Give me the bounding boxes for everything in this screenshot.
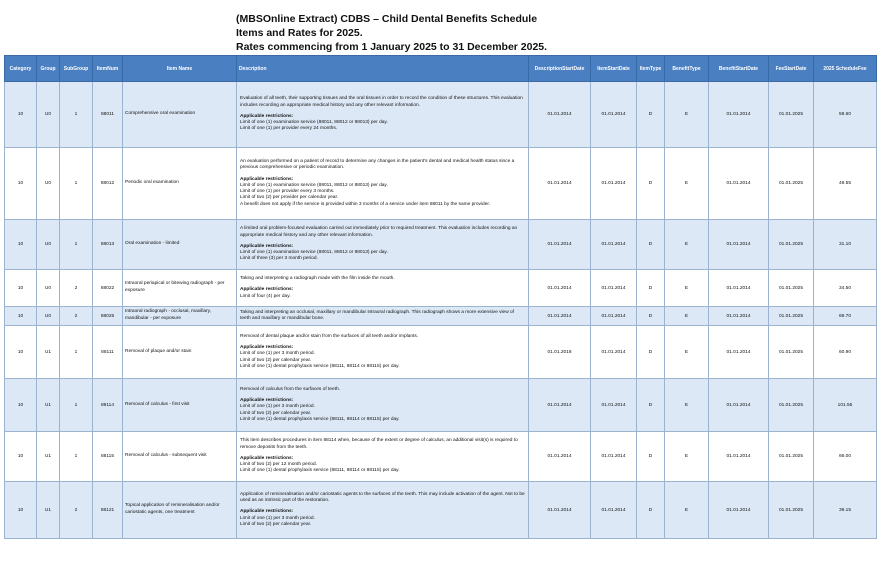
col-header: Category bbox=[5, 56, 37, 82]
col-header: Item Name bbox=[123, 56, 237, 82]
description-cell bbox=[237, 82, 529, 148]
fee-start-date-cell: 01.01.2025 bbox=[769, 482, 814, 539]
item-number-cell: 88011 bbox=[93, 82, 123, 148]
category-cell: 10 bbox=[5, 326, 37, 379]
restriction-line: Limit of one (1) examination service (88011, 88012 or 88013) per day. bbox=[240, 182, 388, 188]
description-text: This item describes procedures in item 88114 when, because of the extent or degree of calculus, an additional visit(s) is required to remove deposits from the teeth. bbox=[240, 438, 518, 450]
schedule-table bbox=[4, 55, 877, 539]
benefit-type-cell: E bbox=[665, 482, 709, 539]
item-number-cell: 88013 bbox=[93, 220, 123, 270]
restrictions-label: Applicable restrictions: bbox=[240, 509, 294, 515]
benefit-type-cell: E bbox=[665, 82, 709, 148]
subgroup-cell: 2 bbox=[60, 270, 93, 307]
col-header: Description bbox=[237, 56, 529, 82]
restriction-line: A benefit does not apply if the service is provided within 3 months of a service under item 88011 by the same provider. bbox=[240, 201, 491, 207]
item-name-cell: Comprehensive oral examination bbox=[123, 82, 237, 148]
restriction-line: Limit of three (3) per 3 month period. bbox=[240, 256, 318, 262]
restrictions-list bbox=[240, 183, 525, 208]
description-text: Removal of calculus from the surfaces of teeth. bbox=[240, 386, 340, 392]
schedule-fee-cell: 49.55 bbox=[814, 148, 877, 220]
restriction-line: Limit of one (1) per provider every 24 months. bbox=[240, 126, 338, 132]
col-header: FeeStartDate bbox=[769, 56, 814, 82]
table-row bbox=[5, 82, 877, 148]
col-header: Group bbox=[37, 56, 60, 82]
col-header: 2025 ScheduleFee bbox=[814, 56, 877, 82]
description-start-date-cell: 01.01.2014 bbox=[529, 148, 591, 220]
restrictions-label: Applicable restrictions: bbox=[240, 176, 294, 182]
fee-start-date-cell: 01.01.2025 bbox=[769, 82, 814, 148]
group-cell: U0 bbox=[37, 270, 60, 307]
description-cell bbox=[237, 432, 529, 482]
group-cell: U1 bbox=[37, 326, 60, 379]
category-cell: 10 bbox=[5, 432, 37, 482]
item-start-date-cell: 01.01.2014 bbox=[591, 270, 637, 307]
table-row bbox=[5, 432, 877, 482]
restrictions-label: Applicable restrictions: bbox=[240, 345, 294, 351]
category-cell: 10 bbox=[5, 148, 37, 220]
table-row bbox=[5, 379, 877, 432]
table-row bbox=[5, 148, 877, 220]
restrictions-label: Applicable restrictions: bbox=[240, 455, 294, 461]
description-text: Taking and interpreting an occlusal, maxillary or mandibular intraoral radiograph. This radiograph shows a more extensive view of teeth and maxillary or mandibular bone. bbox=[240, 309, 515, 321]
restrictions-list bbox=[240, 516, 525, 529]
category-cell: 10 bbox=[5, 220, 37, 270]
item-name-cell: Topical application of remineralisation and/or cariostatic agents, one treatment bbox=[123, 482, 237, 539]
benefit-start-date-cell: 01.01.2014 bbox=[709, 307, 769, 326]
item-start-date-cell: 01.01.2014 bbox=[591, 82, 637, 148]
restrictions-label: Applicable restrictions: bbox=[240, 398, 294, 404]
restriction-line: Limit of one (1) dental prophylaxis service (88111, 88114 or 88115) per day. bbox=[240, 416, 400, 422]
restriction-line: Limit of one (1) examination service (88011, 88012 or 88013) per day. bbox=[240, 120, 388, 126]
restrictions-list bbox=[240, 404, 525, 423]
item-start-date-cell: 01.01.2014 bbox=[591, 379, 637, 432]
restrictions-label: Applicable restrictions: bbox=[240, 287, 294, 293]
item-type-cell: D bbox=[637, 379, 665, 432]
subgroup-cell: 1 bbox=[60, 379, 93, 432]
benefit-start-date-cell: 01.01.2014 bbox=[709, 482, 769, 539]
col-header: BenefitStartDate bbox=[709, 56, 769, 82]
item-type-cell: D bbox=[637, 326, 665, 379]
schedule-fee-cell: 59.60 bbox=[814, 82, 877, 148]
item-name-cell: Intraoral periapical or bitewing radiograph - per exposure bbox=[123, 270, 237, 307]
description-start-date-cell: 01.01.2014 bbox=[529, 270, 591, 307]
item-type-cell: D bbox=[637, 270, 665, 307]
restriction-line: Limit of one (1) per 3 month period. bbox=[240, 404, 315, 410]
group-cell: U1 bbox=[37, 379, 60, 432]
restriction-line: Limit of one (1) examination service (88011, 88012 or 88013) per day. bbox=[240, 250, 388, 256]
description-cell bbox=[237, 326, 529, 379]
description-text: Removal of dental plaque and/or stain from the surfaces of all teeth and/or implants. bbox=[240, 333, 419, 339]
restrictions-list bbox=[240, 250, 525, 263]
description-cell bbox=[237, 220, 529, 270]
category-cell: 10 bbox=[5, 82, 37, 148]
col-header: ItemType bbox=[637, 56, 665, 82]
restrictions-list bbox=[240, 462, 525, 475]
title-line-1: (MBSOnline Extract) CDBS – Child Dental Benefits Schedule bbox=[236, 13, 538, 25]
restriction-line: Limit of one (1) dental prophylaxis service (88111, 88114 or 88115) per day. bbox=[240, 363, 400, 369]
benefit-type-cell: E bbox=[665, 326, 709, 379]
benefit-type-cell: E bbox=[665, 432, 709, 482]
table-row bbox=[5, 270, 877, 307]
schedule-fee-cell: 60.90 bbox=[814, 326, 877, 379]
description-text: A limited oral problem-focused evaluation carried out immediately prior to required treatment. This evaluation includes recording an appropriate medical history and any other relevant information. bbox=[240, 226, 518, 238]
benefit-type-cell: E bbox=[665, 220, 709, 270]
subgroup-cell: 1 bbox=[60, 220, 93, 270]
item-type-cell: D bbox=[637, 307, 665, 326]
description-cell bbox=[237, 270, 529, 307]
schedule-fee-cell: 101.55 bbox=[814, 379, 877, 432]
item-number-cell: 88022 bbox=[93, 270, 123, 307]
title-line-2: Items and Rates for 2025. bbox=[236, 27, 363, 39]
item-start-date-cell: 01.01.2014 bbox=[591, 307, 637, 326]
group-cell: U0 bbox=[37, 220, 60, 270]
item-name-cell: Removal of plaque and/or stain bbox=[123, 326, 237, 379]
description-cell bbox=[237, 148, 529, 220]
description-text: Application of remineralisation and/or cariostatic agents to the surfaces of the teeth. This may include activation of the agent. Not to be used as an intrinsic part of the restoration. bbox=[240, 491, 525, 504]
item-type-cell: D bbox=[637, 432, 665, 482]
col-header: SubGroup bbox=[60, 56, 93, 82]
col-header: BenefitType bbox=[665, 56, 709, 82]
fee-start-date-cell: 01.01.2025 bbox=[769, 220, 814, 270]
document-title bbox=[236, 12, 547, 54]
item-number-cell: 88111 bbox=[93, 326, 123, 379]
header-row bbox=[5, 56, 877, 82]
description-start-date-cell: 01.01.2014 bbox=[529, 432, 591, 482]
category-cell: 10 bbox=[5, 270, 37, 307]
benefit-start-date-cell: 01.01.2014 bbox=[709, 432, 769, 482]
table-row bbox=[5, 326, 877, 379]
benefit-type-cell: E bbox=[665, 148, 709, 220]
schedule-fee-cell: 66.00 bbox=[814, 432, 877, 482]
fee-start-date-cell: 01.01.2025 bbox=[769, 326, 814, 379]
description-text: An evaluation performed on a patient of record to determine any changes in the patient's dental and medical health status since a previous comprehensive or periodic examination. bbox=[240, 158, 515, 171]
item-name-cell: Removal of calculus - first visit bbox=[123, 379, 237, 432]
col-header: DescriptionStartDate bbox=[529, 56, 591, 82]
benefit-type-cell: E bbox=[665, 307, 709, 326]
fee-start-date-cell: 01.01.2025 bbox=[769, 307, 814, 326]
item-name-cell: Periodic oral examination bbox=[123, 148, 237, 220]
category-cell: 10 bbox=[5, 307, 37, 326]
item-name-cell: Removal of calculus - subsequent visit bbox=[123, 432, 237, 482]
restriction-line: Limit of two (2) per calendar year. bbox=[240, 357, 312, 363]
item-type-cell: D bbox=[637, 82, 665, 148]
category-cell: 10 bbox=[5, 379, 37, 432]
fee-start-date-cell: 01.01.2025 bbox=[769, 148, 814, 220]
restrictions-list bbox=[240, 120, 525, 133]
group-cell: U0 bbox=[37, 148, 60, 220]
description-text: Evaluation of all teeth, their supporting tissues and the oral tissues in order to record the condition of these structures. This evaluation includes recording an appropriate medical history and any other relevant information. bbox=[240, 96, 523, 108]
item-start-date-cell: 01.01.2014 bbox=[591, 432, 637, 482]
fee-start-date-cell: 01.01.2025 bbox=[769, 379, 814, 432]
benefit-start-date-cell: 01.01.2014 bbox=[709, 82, 769, 148]
col-header: ItemNum bbox=[93, 56, 123, 82]
description-start-date-cell: 01.01.2014 bbox=[529, 220, 591, 270]
restriction-line: Limit of one (1) per 3 month period. bbox=[240, 351, 315, 357]
category-cell: 10 bbox=[5, 482, 37, 539]
restriction-line: Limit of two (2) per 12 month period. bbox=[240, 462, 318, 468]
item-type-cell: D bbox=[637, 220, 665, 270]
item-start-date-cell: 01.01.2014 bbox=[591, 220, 637, 270]
item-number-cell: 88025 bbox=[93, 307, 123, 326]
benefit-start-date-cell: 01.01.2014 bbox=[709, 148, 769, 220]
restriction-line: Limit of two (2) per provider per calendar year. bbox=[240, 195, 339, 201]
col-header: ItemStartDate bbox=[591, 56, 637, 82]
schedule-fee-cell: 31.10 bbox=[814, 220, 877, 270]
restrictions-list bbox=[240, 294, 525, 300]
subgroup-cell: 1 bbox=[60, 82, 93, 148]
item-number-cell: 88115 bbox=[93, 432, 123, 482]
group-cell: U0 bbox=[37, 307, 60, 326]
fee-start-date-cell: 01.01.2025 bbox=[769, 270, 814, 307]
subgroup-cell: 1 bbox=[60, 148, 93, 220]
benefit-start-date-cell: 01.01.2014 bbox=[709, 270, 769, 307]
item-name-cell: Intraoral radiograph - occlusal, maxillary, mandibular - per exposure bbox=[123, 307, 237, 326]
item-number-cell: 88012 bbox=[93, 148, 123, 220]
benefit-type-cell: E bbox=[665, 270, 709, 307]
restriction-line: Limit of four (4) per day. bbox=[240, 293, 291, 299]
subgroup-cell: 1 bbox=[60, 432, 93, 482]
restriction-line: Limit of two (2) per calendar year. bbox=[240, 410, 312, 416]
fee-start-date-cell: 01.01.2025 bbox=[769, 432, 814, 482]
description-start-date-cell: 01.01.2014 bbox=[529, 82, 591, 148]
restrictions-label: Applicable restrictions: bbox=[240, 243, 294, 249]
table-row bbox=[5, 220, 877, 270]
schedule-fee-cell: 69.70 bbox=[814, 307, 877, 326]
subgroup-cell: 2 bbox=[60, 307, 93, 326]
table-row bbox=[5, 307, 877, 326]
restrictions-label: Applicable restrictions: bbox=[240, 113, 294, 119]
title-line-3: Rates commencing from 1 January 2025 to 31 December 2025. bbox=[236, 41, 548, 53]
item-start-date-cell: 01.01.2014 bbox=[591, 148, 637, 220]
description-cell bbox=[237, 482, 529, 539]
item-type-cell: D bbox=[637, 148, 665, 220]
restriction-line: Limit of one (1) per 3 month period. bbox=[240, 515, 315, 521]
item-type-cell: D bbox=[637, 482, 665, 539]
benefit-type-cell: E bbox=[665, 379, 709, 432]
restriction-line: Limit of one (1) dental prophylaxis service (88111, 88114 or 88115) per day. bbox=[240, 468, 400, 474]
description-start-date-cell: 01.01.2018 bbox=[529, 326, 591, 379]
restrictions-list bbox=[240, 351, 525, 370]
description-start-date-cell: 01.01.2014 bbox=[529, 307, 591, 326]
benefit-start-date-cell: 01.01.2014 bbox=[709, 326, 769, 379]
item-number-cell: 88121 bbox=[93, 482, 123, 539]
item-number-cell: 88114 bbox=[93, 379, 123, 432]
benefit-start-date-cell: 01.01.2014 bbox=[709, 220, 769, 270]
subgroup-cell: 1 bbox=[60, 326, 93, 379]
group-cell: U0 bbox=[37, 82, 60, 148]
description-start-date-cell: 01.01.2014 bbox=[529, 379, 591, 432]
item-start-date-cell: 01.01.2014 bbox=[591, 482, 637, 539]
restriction-line: Limit of two (2) per calendar year. bbox=[240, 521, 312, 527]
table-row bbox=[5, 482, 877, 539]
subgroup-cell: 2 bbox=[60, 482, 93, 539]
group-cell: U1 bbox=[37, 432, 60, 482]
description-cell bbox=[237, 379, 529, 432]
benefit-start-date-cell: 01.01.2014 bbox=[709, 379, 769, 432]
restriction-line: Limit of one (1) per provider every 3 months. bbox=[240, 189, 335, 195]
description-cell bbox=[237, 307, 529, 326]
item-name-cell: Oral examination - limited bbox=[123, 220, 237, 270]
group-cell: U1 bbox=[37, 482, 60, 539]
item-start-date-cell: 01.01.2014 bbox=[591, 326, 637, 379]
description-start-date-cell: 01.01.2014 bbox=[529, 482, 591, 539]
description-text: Taking and interpreting a radiograph made with the film inside the mouth. bbox=[240, 276, 395, 282]
schedule-fee-cell: 34.50 bbox=[814, 270, 877, 307]
schedule-fee-cell: 39.15 bbox=[814, 482, 877, 539]
